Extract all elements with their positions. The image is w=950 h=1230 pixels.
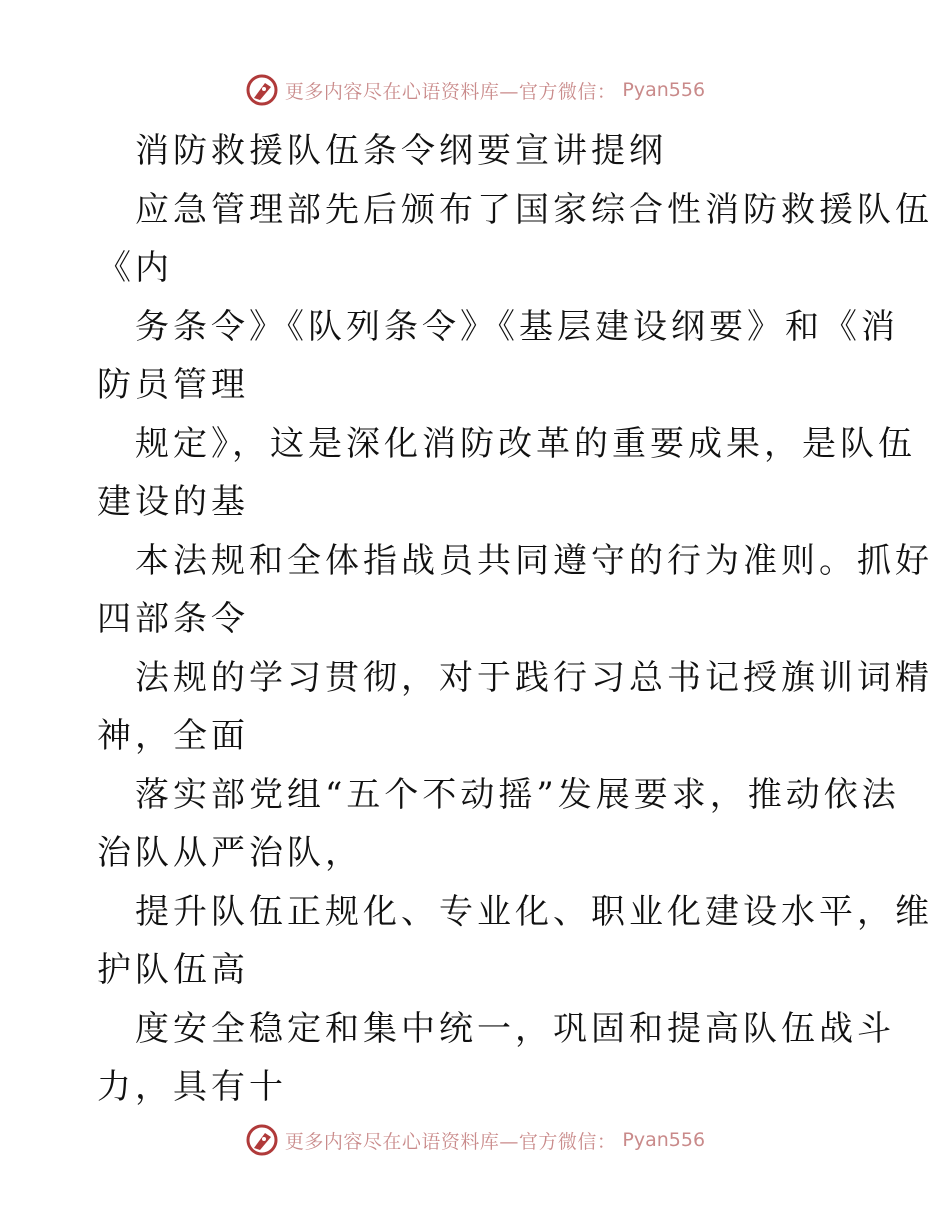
doc-line: 防员管理: [97, 365, 249, 405]
doc-line: 应急管理部先后颁布了国家综合性消防救援队伍: [135, 189, 933, 230]
document-body: [97, 122, 933, 1117]
watermark-text: 更多内容尽在心语资料库—官方微信：: [284, 80, 617, 103]
doc-line: 力，具有十: [97, 1067, 287, 1107]
doc-line: 法规的学习贯彻，对于践行习总书记授旗训词精: [135, 657, 933, 698]
doc-line: 护队伍高: [97, 950, 249, 990]
header-watermark: [0, 70, 950, 110]
footer-watermark: [0, 1120, 950, 1160]
doc-line: 《内: [97, 248, 173, 288]
doc-line: 神，全面: [97, 716, 249, 756]
pen-nib-logo-icon: [245, 73, 279, 107]
doc-line: 本法规和全体指战员共同遵守的行为准则。抓好: [135, 540, 933, 581]
pen-nib-logo-icon: [245, 1123, 279, 1157]
doc-line: 治队从严治队，: [97, 833, 363, 873]
doc-line: 落实部党组“五个不动摇”发展要求，推动依法: [135, 774, 900, 815]
doc-line: 务条令》《队列条令》《基层建设纲要》和《消: [135, 306, 899, 347]
doc-line: 消防救援队伍条令纲要宣讲提纲: [135, 131, 667, 171]
doc-line: 规定》，这是深化消防改革的重要成果，是队伍: [135, 423, 916, 464]
doc-line: 度安全稳定和集中统一，巩固和提高队伍战斗: [135, 1008, 895, 1049]
watermark-wechat-id: Pyan556: [622, 79, 706, 101]
watermark-text: 更多内容尽在心语资料库—官方微信：: [284, 1130, 617, 1153]
doc-line: 提升队伍正规化、专业化、职业化建设水平，维: [135, 891, 933, 932]
watermark-wechat-id: Pyan556: [622, 1129, 706, 1151]
doc-line: 建设的基: [97, 482, 249, 522]
doc-line: 四部条令: [97, 599, 249, 639]
